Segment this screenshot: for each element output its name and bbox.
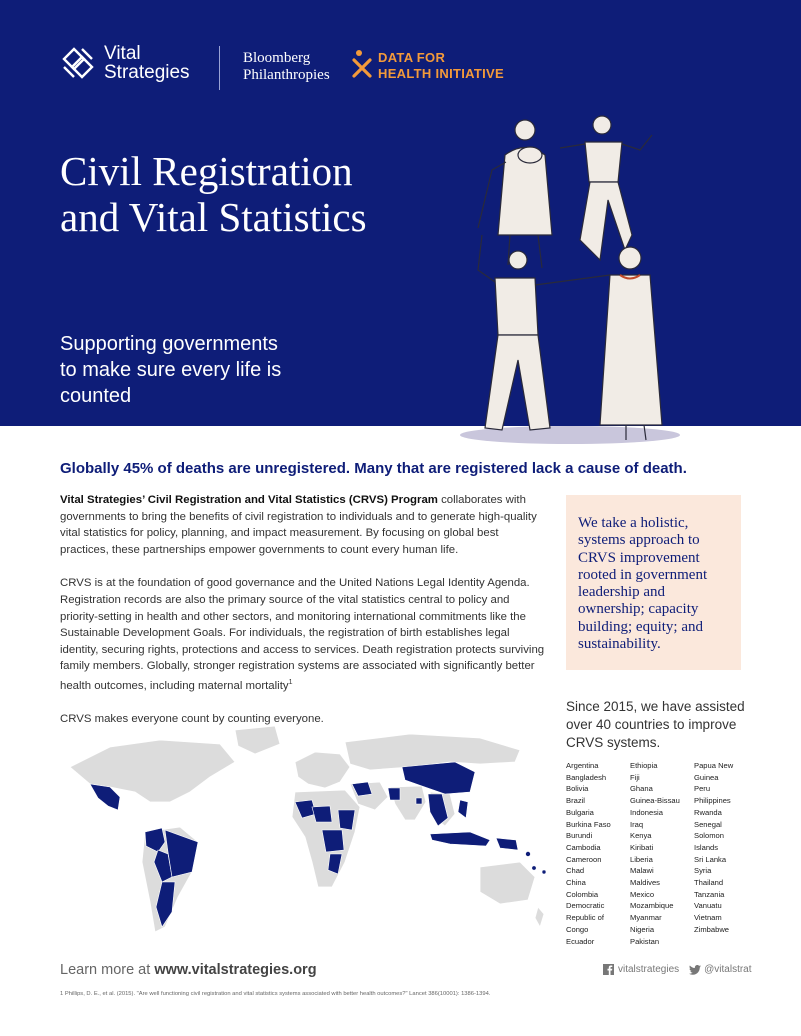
headline: Globally 45% of deaths are unregistered. Many that are registered lack a cause of death. bbox=[60, 460, 687, 477]
country-item: Philippines bbox=[694, 796, 731, 806]
country-item: Thailand bbox=[694, 878, 724, 888]
learn-more bbox=[60, 962, 317, 978]
country-item: Senegal bbox=[694, 819, 722, 829]
callout-box bbox=[566, 495, 741, 670]
country-item: Nigeria bbox=[630, 924, 655, 934]
map-pakistan bbox=[388, 788, 400, 800]
country-item: Islands bbox=[694, 842, 719, 852]
body-paragraph-2-text: CRVS is at the foundation of good governance and the United Nations Legal Identity Agenda. Registration records are also the primary source of the vital statistics central to policy and priority-setting in health and other sectors, and monitoring international commitments like the Sustainable Development Goals. For individuals, the registration of birth establishes legal identity, securing rights, protections and access to services. Death registration protects surviving family members. Globally, stronger registration systems are associated with significantly better health outcomes, including maternal mortality bbox=[60, 577, 545, 692]
map-vanuatu bbox=[532, 866, 536, 870]
hero-subtitle: Supporting governments to make sure every life is counted bbox=[60, 333, 282, 407]
map-fiji bbox=[542, 870, 546, 874]
map-solomon-islands bbox=[526, 852, 531, 857]
since-2015-text: Since 2015, we have assisted over 40 countries to improve CRVS systems. bbox=[566, 699, 745, 750]
body-paragraph-1 bbox=[60, 492, 550, 558]
bloomberg-philanthropies-logo[interactable] bbox=[243, 50, 330, 84]
country-item: Rwanda bbox=[694, 807, 722, 817]
country-item: Iraq bbox=[630, 819, 644, 829]
country-item: Ecuador bbox=[566, 936, 595, 946]
map-indonesia bbox=[430, 832, 490, 846]
map-congo-tanzania bbox=[322, 830, 344, 852]
page-title: Civil Registration and Vital Statistics bbox=[60, 148, 367, 240]
country-item: Vanuatu bbox=[694, 901, 722, 911]
logo-divider bbox=[219, 46, 220, 90]
greenland-land bbox=[235, 726, 280, 754]
vs-line2: Strategies bbox=[104, 62, 190, 83]
data-for-health-mark-icon bbox=[352, 50, 372, 78]
country-item: Colombia bbox=[566, 889, 599, 899]
country-item: Mexico bbox=[630, 889, 655, 899]
country-item: Myanmar bbox=[630, 913, 662, 923]
map-papua-new-guinea bbox=[496, 838, 518, 850]
map-ethiopia-kenya bbox=[338, 810, 355, 830]
country-item: Burundi bbox=[566, 831, 593, 841]
country-column-2 bbox=[630, 760, 694, 947]
footnote-ref[interactable]: 1 bbox=[288, 678, 293, 686]
country-item: Fiji bbox=[630, 772, 640, 782]
world-map bbox=[50, 722, 550, 952]
facebook-handle[interactable]: vitalstrategies bbox=[618, 964, 680, 975]
data-for-health-wordmark bbox=[378, 50, 504, 82]
learn-more-prefix: Learn more at bbox=[60, 962, 155, 978]
country-column-1 bbox=[566, 760, 630, 947]
map-bangladesh bbox=[416, 798, 422, 804]
country-item: Burkina Faso bbox=[566, 819, 611, 829]
country-item: Tanzania bbox=[694, 889, 725, 899]
footnote: 1 Phillips, D. E., et al. (2015). "Are well functioning civil registration and vital statistics systems associated with better health outcomes?" Lancet 386(10001): 1386-1394. bbox=[60, 991, 491, 997]
country-item: Vietnam bbox=[694, 913, 722, 923]
d4h-line2: HEALTH INITIATIVE bbox=[378, 66, 504, 81]
country-column-3 bbox=[694, 760, 754, 947]
country-item: Syria bbox=[694, 866, 712, 876]
country-item: Chad bbox=[566, 866, 585, 876]
vital-strategies-logo[interactable] bbox=[60, 44, 190, 82]
australia-land bbox=[480, 862, 535, 904]
country-item: Guinea-Bissau bbox=[630, 796, 680, 806]
country-item: Bolivia bbox=[566, 784, 589, 794]
twitter-icon[interactable] bbox=[689, 965, 701, 975]
country-item: Congo bbox=[566, 924, 589, 934]
vital-strategies-mark-icon bbox=[60, 45, 96, 81]
country-item: China bbox=[566, 878, 586, 888]
country-item: Malawi bbox=[630, 866, 654, 876]
facebook-icon[interactable] bbox=[603, 964, 614, 975]
country-item: Mozambique bbox=[630, 901, 674, 911]
country-item: Solomon bbox=[694, 831, 724, 841]
country-item: Maldives bbox=[630, 878, 660, 888]
country-item: Ghana bbox=[630, 784, 653, 794]
social-links bbox=[603, 964, 756, 975]
people-illustration bbox=[440, 110, 690, 450]
country-item: Zimbabwe bbox=[694, 924, 730, 934]
country-item: Papua New bbox=[694, 761, 734, 770]
country-item: Peru bbox=[694, 784, 711, 794]
bp-line2: Philanthropies bbox=[243, 67, 330, 83]
d4h-line1: DATA FOR bbox=[378, 50, 446, 65]
country-item: Argentina bbox=[566, 761, 599, 770]
body-paragraph-1-rest: collaborates with governments to bring the benefits of civil registration to individuals and to generate high-quality vital statistics for policy, planning, and impact measurement. By focusing on global best practices, these partnerships empower governments to count every human life. bbox=[60, 494, 537, 556]
country-item: Cameroon bbox=[566, 854, 602, 864]
map-philippines bbox=[458, 800, 468, 818]
country-item: Kiribati bbox=[630, 842, 654, 852]
body-paragraph-3: CRVS makes everyone count by counting everyone. bbox=[60, 713, 324, 726]
country-item: Sri Lanka bbox=[694, 854, 727, 864]
country-item: Indonesia bbox=[630, 807, 663, 817]
country-item: Ethiopia bbox=[630, 761, 658, 770]
country-item: Brazil bbox=[566, 796, 585, 806]
vital-strategies-wordmark bbox=[104, 44, 190, 82]
twitter-handle[interactable]: @vitalstrat bbox=[704, 964, 752, 975]
country-item: Bangladesh bbox=[566, 772, 607, 782]
europe-land bbox=[295, 752, 350, 788]
body-text bbox=[60, 492, 550, 745]
country-item: Bulgaria bbox=[566, 807, 594, 817]
country-item: Guinea bbox=[694, 772, 719, 782]
vs-line1: Vital bbox=[104, 43, 141, 64]
hero-banner bbox=[0, 0, 801, 426]
country-item: Kenya bbox=[630, 831, 652, 841]
website-link[interactable]: www.vitalstrategies.org bbox=[154, 962, 317, 978]
country-item: Pakistan bbox=[630, 936, 660, 946]
program-name: Vital Strategies’ Civil Registration and Vital Statistics (CRVS) Program bbox=[60, 494, 438, 506]
country-item: Republic of bbox=[566, 913, 604, 923]
country-list bbox=[566, 760, 754, 947]
country-item: Cambodia bbox=[566, 842, 601, 852]
new-zealand-land bbox=[535, 907, 544, 927]
country-item: Liberia bbox=[630, 854, 653, 864]
body-paragraph-2 bbox=[60, 575, 550, 694]
bp-line1: Bloomberg bbox=[243, 50, 311, 66]
callout-text: We take a holistic, systems approach to CRVS improvement rooted in government leadership and ownership; capacity building; equity; and sustainability. bbox=[578, 515, 708, 653]
data-for-health-logo[interactable] bbox=[352, 50, 504, 82]
country-item: Democratic bbox=[566, 901, 605, 911]
